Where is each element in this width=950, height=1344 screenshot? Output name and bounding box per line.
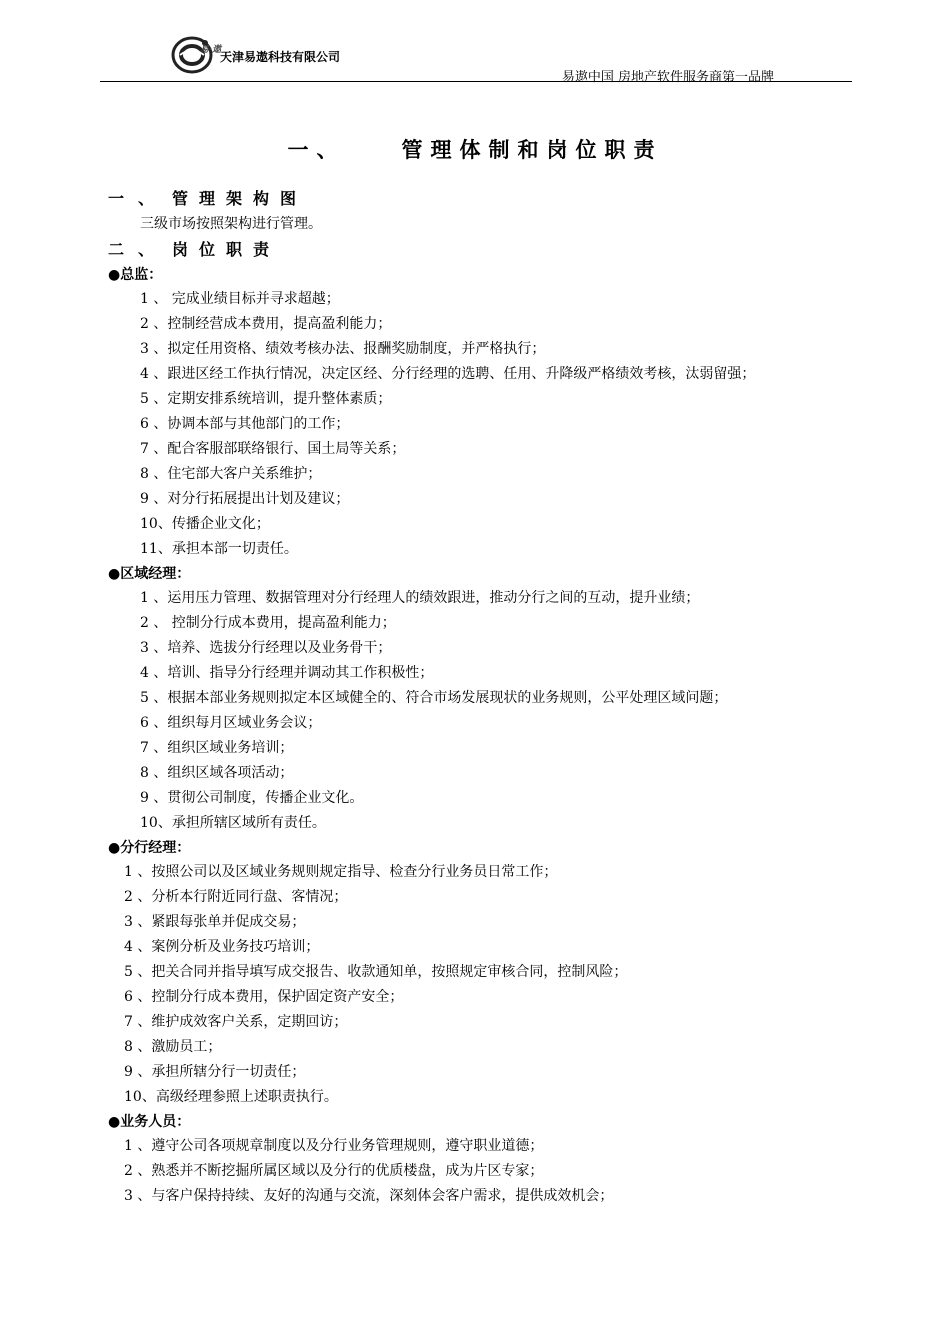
header-slogan: 易遨中国 房地产软件服务商第一品牌 xyxy=(561,70,774,85)
company-name: 天津易遨科技有限公司 xyxy=(220,50,341,64)
list-item: 1 、按照公司以及区域业务规则规定指导、检查分行业务员日常工作； xyxy=(124,864,558,880)
company-logo xyxy=(170,34,220,76)
list-item: 9 、贯彻公司制度，传播企业文化。 xyxy=(140,790,364,806)
list-item: 1 、 完成业绩目标并寻求超越； xyxy=(140,291,340,307)
list-item: 10、传播企业文化； xyxy=(140,516,270,532)
list-item: 6 、组织每月区域业务会议； xyxy=(140,715,322,731)
list-item: 5 、定期安排系统培训，提升整体素质； xyxy=(140,391,392,407)
list-item: 2 、控制经营成本费用，提高盈利能力； xyxy=(140,316,392,332)
title-text: 管理体制和岗位职责 xyxy=(401,138,663,162)
page-header xyxy=(100,0,852,85)
role-heading-branch: ●分行经理： xyxy=(108,840,191,856)
list-item: 3 、紧跟每张单并促成交易； xyxy=(124,914,306,930)
list-item: 3 、与客户保持持续、友好的沟通与交流，深刻体会客户需求，提供成效机会； xyxy=(124,1188,614,1204)
director-duties xyxy=(108,287,848,562)
list-item: 7 、维护成效客户关系，定期回访； xyxy=(124,1014,348,1030)
list-item: 5 、根据本部业务规则拟定本区域健全的、符合市场发展现状的业务规则，公平处理区域问题； xyxy=(140,690,728,706)
role-heading-director: ●总监： xyxy=(108,267,163,283)
list-item: 1 、遵守公司各项规章制度以及分行业务管理规则，遵守职业道德； xyxy=(124,1138,544,1154)
list-item: 7 、组织区域业务培训； xyxy=(140,740,294,756)
list-item: 2 、 控制分行成本费用，提高盈利能力； xyxy=(140,615,396,631)
list-item: 2 、熟悉并不断挖掘所属区域以及分行的优质楼盘，成为片区专家； xyxy=(124,1163,544,1179)
section-paragraph: 三级市场按照架构进行管理。 xyxy=(140,216,322,232)
header-rule xyxy=(100,81,852,82)
section-title: 管理架构图 xyxy=(172,189,308,208)
list-item: 9 、对分行拓展提出计划及建议； xyxy=(140,491,350,507)
role-heading-regional: ●区域经理： xyxy=(108,566,191,582)
list-item: 10、承担所辖区域所有责任。 xyxy=(140,815,326,831)
role-heading-staff: ●业务人员： xyxy=(108,1114,191,1130)
list-item: 5 、把关合同并指导填写成交报告、收款通知单，按照规定审核合同，控制风险； xyxy=(124,964,628,980)
list-item: 8 、住宅部大客户关系维护； xyxy=(140,466,322,482)
staff-duties xyxy=(108,1134,848,1209)
list-item: 8 、激励员工； xyxy=(124,1039,222,1055)
list-item: 8 、组织区域各项活动； xyxy=(140,765,294,781)
regional-duties xyxy=(108,586,848,836)
page-title xyxy=(0,134,950,164)
section-number: 一、 xyxy=(108,189,169,208)
list-item: 4 、案例分析及业务技巧培训； xyxy=(124,939,320,955)
list-item: 2 、分析本行附近同行盘、客情况； xyxy=(124,889,348,905)
logo-mark: 易·遨 xyxy=(200,45,222,55)
section-heading xyxy=(108,237,848,263)
list-item: 3 、培养、选拔分行经理以及业务骨干； xyxy=(140,640,392,656)
section-title: 岗位职责 xyxy=(172,240,281,259)
list-item: 7 、配合客服部联络银行、国土局等关系； xyxy=(140,441,406,457)
list-item: 4 、培训、指导分行经理并调动其工作积极性； xyxy=(140,665,434,681)
section-number: 二、 xyxy=(108,240,169,259)
list-item: 11、承担本部一切责任。 xyxy=(140,541,298,557)
list-item: 6 、控制分行成本费用，保护固定资产安全； xyxy=(124,989,404,1005)
list-item: 6 、协调本部与其他部门的工作； xyxy=(140,416,350,432)
document-body xyxy=(108,186,848,1209)
list-item: 10、高级经理参照上述职责执行。 xyxy=(124,1089,338,1105)
list-item: 9 、承担所辖分行一切责任； xyxy=(124,1064,306,1080)
list-item: 3 、拟定任用资格、绩效考核办法、报酬奖励制度，并严格执行； xyxy=(140,341,546,357)
list-item: 4 、跟进区经工作执行情况，决定区经、分行经理的选聘、任用、升降级严格绩效考核，汰弱留强； xyxy=(140,366,756,382)
title-number: 一、 xyxy=(287,138,346,162)
list-item: 1 、运用压力管理、数据管理对分行经理人的绩效跟进，推动分行之间的互动，提升业绩； xyxy=(140,590,700,606)
branch-duties xyxy=(108,860,848,1110)
section-heading xyxy=(108,186,848,212)
